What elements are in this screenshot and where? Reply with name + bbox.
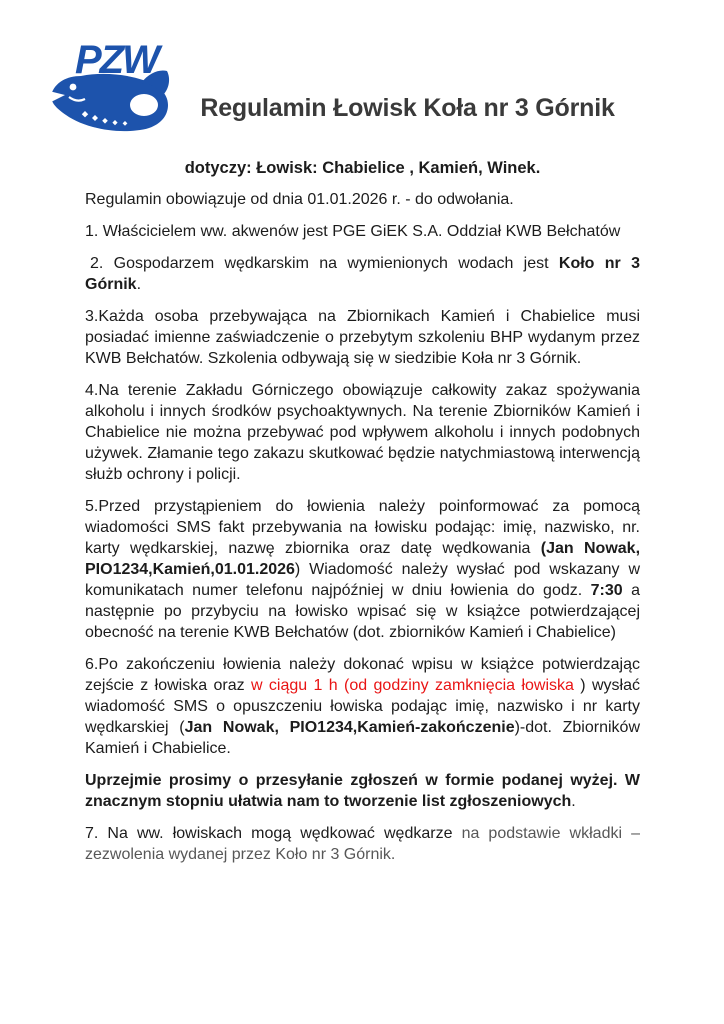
pzw-fish-logo-graphic (45, 35, 175, 137)
point-3 (85, 306, 640, 369)
intro-line (85, 189, 640, 210)
document-body (85, 189, 640, 865)
text-segment: Uprzejmie prosimy o przesyłanie zgłoszeń w formie podanej wyżej. W znacznym stopniu ułatwia nam to tworzenie list zgłoszeniowych (85, 772, 640, 810)
tail-hole (130, 94, 158, 116)
point-7 (85, 823, 640, 865)
point-6 (85, 654, 640, 759)
text-segment: w ciągu 1 h (od godziny zamknięcia łowiska (250, 677, 574, 694)
text-segment: 2. Gospodarzem wędkarskim na wymienionych wodach jest (90, 255, 559, 272)
text-segment: . (571, 793, 576, 810)
text-segment: 3.Każda osoba przebywająca na Zbiornikach Kamień i Chabielice musi posiadać imienne zaświadczenie o przebytym szkoleniu BHP wydanym przez KWB Bełchatów. Szkolenia odbywają się w siedzibie Koła nr 3 Górnik. (85, 308, 640, 367)
text-segment: 5.Przed przystąpieniem do łowienia należy poinformować za pomocą wiadomości SMS fakt przebywania na łowisku podając: imię, nazwisko, nr. karty wędkarskiej, nazwę zbiornika oraz datę wędkowania (85, 498, 640, 557)
pzw-logo (45, 35, 175, 137)
text-segment: 7. Na ww. łowiskach mogą wędkować wędkarze (85, 825, 462, 842)
text-segment: . (136, 276, 142, 293)
text-segment: (Jan Nowak, PIO1234,Kamień,01.01.2026 (85, 540, 641, 578)
text-segment: )-dot. Zbiorników Kamień i Chabielice. (85, 719, 640, 757)
fish-eye (70, 84, 77, 91)
point-2 (85, 253, 640, 295)
request-note (85, 770, 640, 812)
text-segment: Koło nr 3 Górnik (85, 255, 640, 293)
point-5 (85, 496, 640, 643)
text-segment: na podstawie wkładki – zezwolenia wydanej przez Koło nr 3 Górnik. (85, 825, 640, 863)
text-segment: 1. Właścicielem ww. akwenów jest PGE GiEK S.A. Oddział KWB Bełchatów (85, 223, 621, 240)
text-segment: ) wysłać wiadomość SMS o opuszczeniu łowiska podając imię, nazwisko i nr karty wędkarskiej ( (85, 677, 640, 736)
text-segment: ) Wiadomość należy wysłać pod wskazany w komunikatach numer telefonu najpóźniej w dniu łowienia do godz. (85, 561, 640, 599)
text-segment: 6.Po zakończeniu łowienia należy dokonać wpisu w książce potwierdzając zejście z łowiska oraz (85, 656, 640, 694)
text-segment: 7:30 (590, 582, 623, 599)
document-header (45, 35, 640, 137)
text-segment: a następnie po przybyciu na łowisko wpisać się w książce potwierdzającej obecność na terenie KWB Bełchatów (dot. zbiorników Kamień i Chabielice) (85, 582, 640, 641)
document-title: Regulamin Łowisk Koła nr 3 Górnik (200, 94, 615, 122)
text-segment: 4.Na terenie Zakładu Górniczego obowiązuje całkowity zakaz spożywania alkoholu i innych środków psychoaktywnych. Na terenie Zbiorników Kamień i Chabielice nie można przebywać pod wpływem alkoholu i innych podobnych używek. Złamanie tego zakazu skutkować będzie natychmiastową interwencją służb ochrony i policji. (85, 382, 640, 483)
pzw-letters: PZW (75, 38, 158, 82)
document-subtitle: dotyczy: Łowisk: Chabielice , Kamień, Winek. (184, 159, 541, 177)
text-segment: Jan Nowak, PIO1234,Kamień-zakończenie (184, 719, 515, 736)
text-segment: Regulamin obowiązuje od dnia 01.01.2026 r. - do odwołania. (85, 191, 514, 208)
point-1 (85, 221, 640, 242)
point-4 (85, 380, 640, 485)
